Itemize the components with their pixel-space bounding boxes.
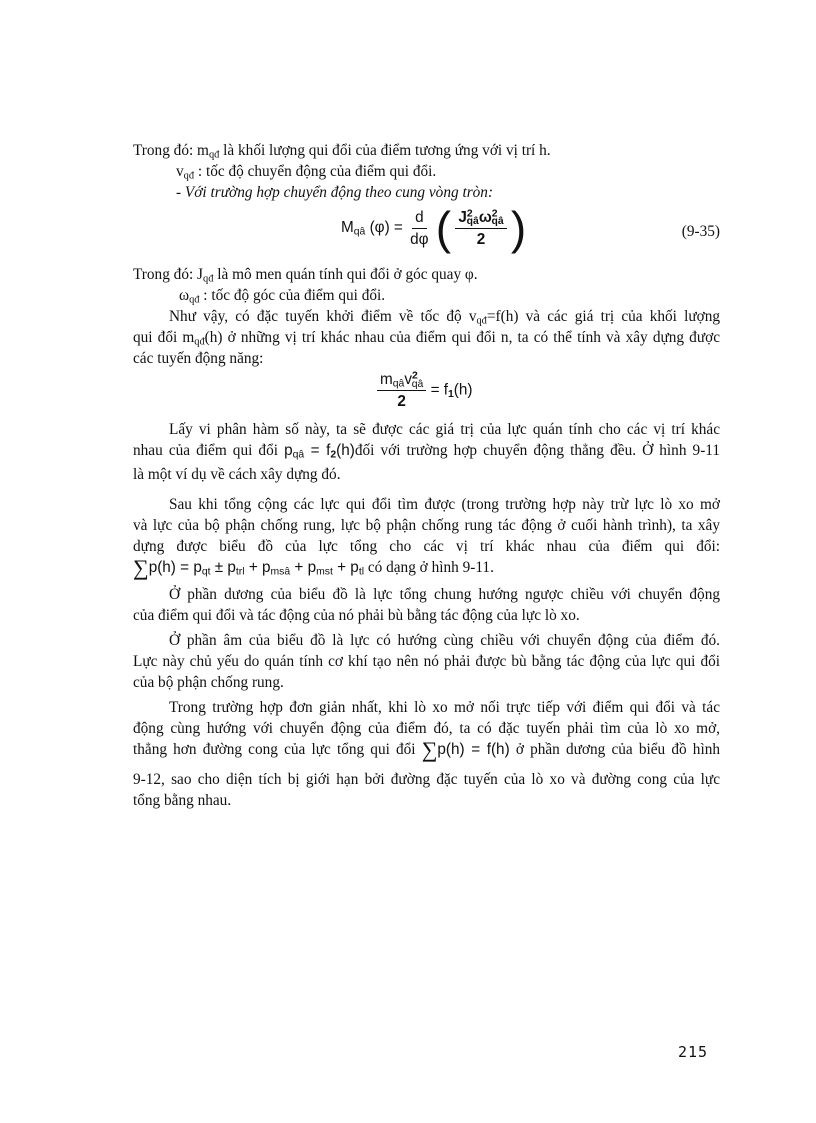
- inline-formula: [284, 442, 355, 459]
- text: đối với trường hợp chuyển động thẳng đều. Ở hình 9-11: [354, 442, 721, 459]
- subscript: qâ: [292, 449, 305, 461]
- subscript: mst: [316, 566, 333, 578]
- sum-symbol: ∑: [133, 555, 149, 580]
- subscript: qđ: [194, 336, 205, 348]
- text-line: [133, 285, 720, 306]
- text: là khối lượng qui đổi của điểm tương ứng với vị trí h.: [219, 142, 551, 159]
- text-line: [133, 140, 720, 161]
- eq-text: (h): [336, 442, 355, 459]
- equation-number: (9-35): [681, 223, 720, 240]
- eq-symbol: v: [404, 371, 412, 388]
- subscript: qđ: [189, 294, 200, 306]
- text-line: động cùng hướng với chuyển động của điểm đó, ta có đặc tuyến phải tìm của lò xo mở,: [133, 720, 720, 737]
- subscript: trl: [235, 566, 245, 578]
- text-line: tổng bằng nhau.: [133, 792, 232, 809]
- derivative-fraction: [407, 208, 431, 249]
- fraction-denominator: 2: [397, 393, 406, 410]
- superscript: 2: [411, 370, 418, 382]
- sum-symbol: ∑: [421, 737, 438, 762]
- text-line: Ở phần âm của biểu đồ là lực có hướng cùng chiều với chuyển động của điểm đó.: [169, 632, 720, 649]
- fraction-numerator: [455, 208, 506, 229]
- subscript: qâ: [466, 216, 479, 228]
- text-line: [133, 161, 720, 182]
- text-line: 9-12, sao cho diện tích bị giới hạn bởi đường đặc tuyến của lò xo và đường cong của lực: [133, 771, 720, 788]
- equation-kinetic-energy: [133, 370, 720, 418]
- eq-text: = f: [430, 381, 448, 399]
- fraction-denominator: 2: [476, 230, 486, 248]
- text-line: - Với trường hợp chuyển động theo cung vòng tròn:: [176, 184, 494, 201]
- subscript: 1: [448, 389, 454, 401]
- eq-symbol: M: [341, 219, 354, 236]
- text: : tốc độ chuyển động của điểm qui đổi.: [194, 163, 437, 180]
- text-line: [133, 327, 720, 348]
- energy-fraction: [455, 208, 506, 249]
- text: ở phần dương của biểu đồ hình: [509, 741, 720, 758]
- subscript: qđ: [183, 170, 195, 182]
- eq-symbol: ω: [478, 208, 492, 226]
- text: thẳng hơn đường cong của lực tổng qui đổi: [133, 741, 422, 758]
- subscript: msâ: [270, 566, 291, 578]
- eq-symbol: m: [380, 371, 393, 388]
- kinetic-fraction: [377, 370, 426, 411]
- text-line: là một ví dụ về cách xây dựng đó.: [133, 466, 341, 483]
- text-line: dựng được biểu đồ của lực tổng cho các vị trí khác nhau của điểm qui đổi:: [133, 538, 720, 555]
- superscript: 2: [491, 207, 498, 219]
- text: : tốc độ góc của điểm qui đổi.: [199, 287, 386, 304]
- subscript: qâ: [353, 226, 366, 238]
- text-line: và lực của bộ phận chống rung, lực bộ phận chống rung tác động ở cuối hành trình), ta xây: [133, 517, 720, 534]
- fraction-numerator: [377, 370, 426, 391]
- subscript: qt: [201, 566, 211, 578]
- subscript: qâ: [392, 378, 405, 390]
- text: có dạng ở hình 9-11.: [364, 559, 494, 576]
- text-line: [133, 264, 720, 285]
- text-line: Lấy vi phân hàm số này, ta sẽ được các giá trị của lực quán tính cho các vị trí khác: [169, 421, 720, 438]
- page-body: [133, 137, 720, 811]
- eq-text: (φ) =: [369, 219, 403, 236]
- text-line: Lực này chủ yếu do quán tính cơ khí tạo nên nó phải được bù bằng tác động của lực qui đổi: [133, 653, 720, 670]
- right-paren: ): [510, 202, 527, 254]
- eq-symbol: J: [458, 208, 467, 226]
- text-line: các tuyến động năng:: [133, 350, 264, 367]
- equation-body: [377, 370, 472, 411]
- superscript: 2: [466, 207, 473, 219]
- eq-text: + p: [332, 559, 359, 576]
- inline-formula: [149, 559, 364, 576]
- equation-9-35: [133, 202, 720, 261]
- equation-body: [341, 202, 527, 254]
- eq-text: + p: [244, 559, 271, 576]
- eq-text: = f: [304, 442, 331, 459]
- eq-text: + p: [290, 559, 317, 576]
- text-line: [133, 739, 720, 766]
- text-line: [133, 306, 720, 327]
- eq-text: (h): [453, 381, 473, 399]
- left-paren: (: [435, 202, 452, 254]
- text: là mô men quán tính qui đổi ở góc quay φ.: [213, 266, 478, 283]
- text-line: Trong trường hợp đơn giản nhất, khi lò xo mở nối trực tiếp với điểm qui đổi và tác: [169, 699, 720, 716]
- subscript: qâ: [491, 216, 504, 228]
- subscript: tl: [358, 566, 365, 578]
- subscript: qđ: [476, 315, 487, 327]
- text: nhau của điểm qui đổi: [133, 442, 285, 459]
- subscript: 2: [330, 449, 337, 461]
- text-line: của điểm qui đổi và tác động của nó phải bù bằng tác động của lực lò xo.: [133, 607, 580, 624]
- text: Như vậy, có đặc tuyến khởi điểm về tốc độ v: [169, 308, 477, 325]
- subscript: qđ: [208, 149, 220, 161]
- fraction-denominator: dφ: [410, 230, 429, 248]
- text: (h) ở những vị trí khác nhau của điểm qui đổi n, ta có thể tính và xây dựng được: [204, 329, 721, 346]
- text-line: Sau khi tổng cộng các lực qui đổi tìm được (trong trường hợp này trừ lực lò xo mở: [169, 496, 720, 513]
- text: =f(h) và các giá trị của khối lượng: [486, 308, 721, 325]
- page-number: 215: [678, 1043, 709, 1061]
- text: qui đổi m: [133, 329, 195, 346]
- subscript: qđ: [203, 273, 214, 285]
- inline-formula: p(h) = f(h): [437, 741, 510, 758]
- text-line: [133, 440, 720, 464]
- subscript: qâ: [411, 378, 424, 390]
- text: v: [176, 163, 184, 180]
- text: ω: [179, 287, 190, 304]
- fraction-numerator: d: [412, 208, 427, 229]
- text: Trong đó: J: [133, 266, 203, 283]
- text-line: [133, 557, 720, 581]
- text-line: Ở phần dương của biểu đồ là lực tổng chung hướng ngược chiều với chuyển động: [169, 586, 720, 603]
- eq-symbol: p: [284, 442, 293, 459]
- eq-text: p(h) = p: [148, 559, 202, 576]
- text-line: của bộ phận chống rung.: [133, 674, 284, 691]
- text: Trong đó: m: [133, 142, 209, 159]
- eq-text: ± p: [210, 559, 236, 576]
